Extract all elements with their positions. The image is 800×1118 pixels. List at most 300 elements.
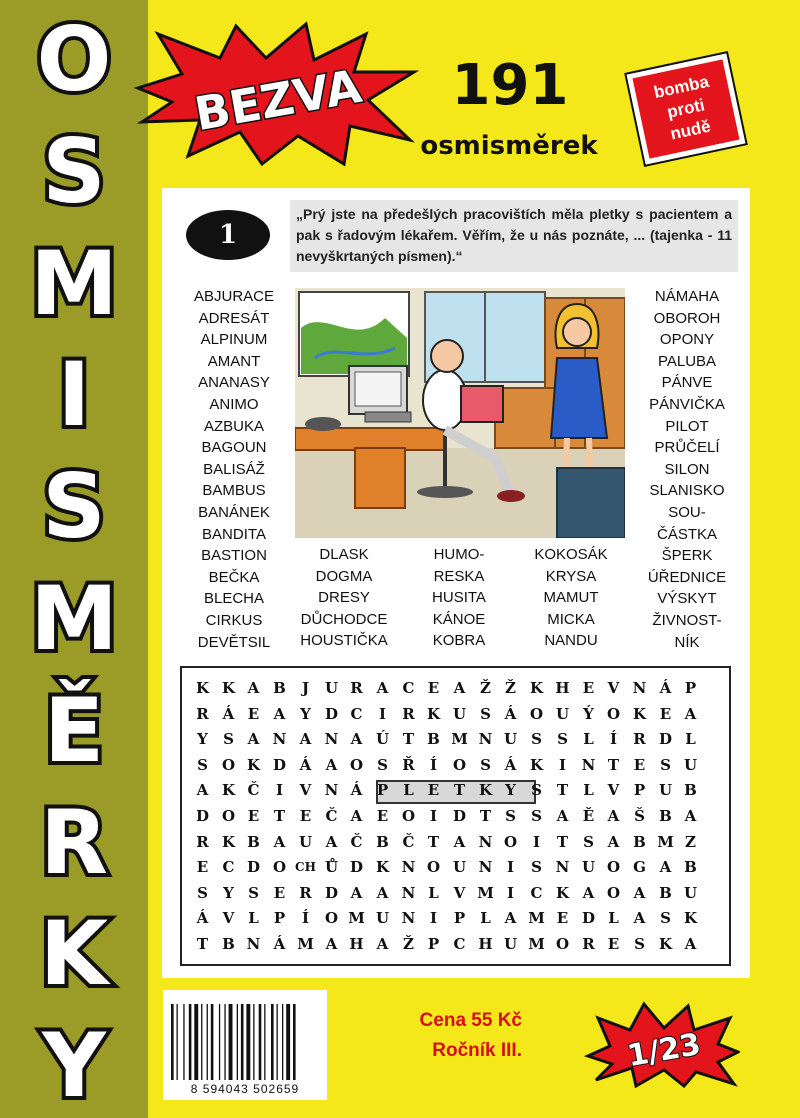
grid-letter: T [479,807,492,825]
grid-letter: L [403,781,414,799]
grid-letter: Í [609,730,618,748]
grid-letter: S [377,756,388,774]
grid-letter: T [273,807,286,825]
grid-letter: R [299,884,312,902]
grid-letter: O [324,909,339,927]
grid-letter: S [531,858,542,876]
grid-letter: N [478,730,493,748]
grid-letter: R [633,730,646,748]
grid-letter: T [196,935,209,953]
word-list-item: AMANT [207,352,261,370]
grid-letter: Á [273,935,286,953]
grid-letter: A [633,884,646,902]
grid-letter: H [555,679,570,697]
grid-letter: V [607,679,620,697]
grid-letter: CH [295,860,316,874]
grid-letter: A [325,756,338,774]
grid-letter: S [557,730,568,748]
grid-letter: Á [222,705,235,723]
issue-label: 1/23 [624,1026,704,1075]
grid-letter: D [272,756,286,774]
grid-letter: C [402,679,415,697]
grid-letter: J [301,679,310,697]
grid-letter: B [376,833,389,851]
grid-letter: E [582,679,595,697]
word-list-item: ÚŘEDNICE [647,568,727,586]
sticker-line-3: nudě [668,116,713,144]
grid-letter: O [221,807,236,825]
grid-letter: Á [504,756,517,774]
word-list-item: ČÁSTKA [656,525,717,543]
grid-letter: D [246,858,260,876]
grid-letter: P [633,781,646,799]
grid-letter: Č [247,781,260,799]
grid-letter: U [683,756,698,774]
grid-letter: S [583,833,594,851]
vertical-title-letter-text: I [57,343,91,445]
word-list-left [174,286,294,653]
sticker-line-1: bomba [652,71,711,103]
grid-letter: Ě [582,807,595,825]
word-list-right [630,286,744,653]
grid-letter: P [427,935,440,953]
puzzle-count: 191 [451,53,569,118]
grid-letter: L [583,730,594,748]
grid-letter: V [299,781,312,799]
grid-letter: C [453,935,466,953]
grid-letter: A [684,705,697,723]
grid-letter: V [453,884,466,902]
grid-letter: C [350,705,363,723]
vertical-title-letter [4,1006,144,1116]
vertical-title-letter-text: Ě [43,679,105,781]
grid-letter: E [633,756,646,774]
price-label: Cena 55 Kč [419,1010,522,1031]
grid-letter: S [197,756,208,774]
grid-letter: E [659,705,672,723]
grid-letter: M [451,730,468,748]
grid-letter: Y [223,884,234,902]
grid-letter: P [453,909,466,927]
word-list-item: BALISÁŽ [203,460,265,478]
grid-letter: K [555,884,570,902]
grid-letter: V [607,781,620,799]
grid-letter: Č [325,807,338,825]
grid-letter: A [325,833,338,851]
bezva-text [128,18,420,168]
word-list-bottom-3 [518,544,624,652]
grid-letter: E [299,807,312,825]
grid-letter: B [427,730,440,748]
grid-letter: U [452,705,467,723]
grid-letter: T [607,756,620,774]
grid-letter: E [556,909,569,927]
vertical-title-letter-text: M [30,232,118,334]
vertical-title-letter-text: M [30,567,118,669]
word-list-item: ŽIVNOST- [652,611,722,629]
grid-letter: Č [350,833,363,851]
grid-letter: O [555,935,570,953]
grid-letter: L [428,884,439,902]
grid-letter: A [556,807,569,825]
sticker-line-2: proti [665,95,707,122]
vertical-title-letter [4,447,144,557]
grid-letter: T [556,833,569,851]
grid-letter: B [222,935,235,953]
grid-letter: Á [504,705,517,723]
grid-letter: Í [429,756,438,774]
grid-letter: D [324,884,338,902]
grid-letter: N [632,679,647,697]
grid-letter: B [247,833,260,851]
grid-letter: M [297,935,314,953]
grid-letter: Č [402,833,415,851]
grid-letter: A [684,807,697,825]
word-list-item: DRESY [318,589,370,607]
puzzle-number: 1 [186,210,270,260]
word-list-bottom-2 [410,544,508,652]
grid-letter: C [222,858,235,876]
grid-letter: Ú [375,730,390,748]
grid-letter: Y [197,730,208,748]
word-list-item: ANIMO [209,395,259,413]
grid-letter: B [684,858,697,876]
word-list-item: MAMUT [543,589,599,607]
grid-letter: O [401,807,416,825]
word-list-item: VÝSKYT [657,590,717,608]
word-list-item: SILON [664,460,710,478]
grid-letter: M [528,909,545,927]
grid-letter: T [453,781,466,799]
barcode-digits: 8 594043 502659 [163,1080,327,1098]
grid-letter: I [429,909,438,927]
grid-letter: S [223,730,234,748]
word-list-item: DEVĚTSIL [197,633,271,651]
grid-letter: S [248,884,259,902]
grid-letter: N [246,935,261,953]
cartoon-illustration [295,288,625,538]
grid-letter: I [378,705,387,723]
grid-letter: S [531,807,542,825]
vertical-title-letter [4,559,144,669]
vertical-title-letter [4,671,144,781]
grid-letter: D [195,807,209,825]
grid-letter: R [196,833,209,851]
word-list-item: PÁNVIČKA [649,395,725,413]
grid-letter: H [349,935,364,953]
grid-letter: A [453,679,466,697]
grid-letter: A [247,679,260,697]
grid-letter: A [350,730,363,748]
grid-letter: U [581,858,596,876]
grid-letter: E [273,884,286,902]
grid-letter: K [246,756,261,774]
vertical-title-letter [4,224,144,334]
grid-letter: R [196,705,209,723]
grid-letter: E [427,679,440,697]
barcode-bar [259,1004,262,1084]
grid-letter: N [324,781,339,799]
grid-letter: U [503,730,518,748]
word-list-item: KOKOSÁK [534,546,608,563]
grid-letter: T [556,781,569,799]
grid-letter: K [683,909,698,927]
word-list-item: NÍK [674,633,700,651]
grid-letter: K [478,781,493,799]
word-list-item: BAMBUS [202,482,266,500]
grid-letter: M [348,909,365,927]
grid-letter: S [505,807,516,825]
grid-letter: O [606,858,621,876]
vertical-title-letter-text: Y [42,1014,106,1116]
grid-letter: K [375,858,390,876]
barcode-bar [237,1004,238,1084]
vertical-title-letter-text: S [42,120,106,222]
barcode-bar [293,1004,296,1084]
grid-letter: K [221,679,236,697]
grid-letter: S [660,909,671,927]
word-list-item: ALPINUM [200,331,268,349]
grid-letter: Ž [505,679,516,697]
grid-letter: A [582,884,595,902]
grid-letter: U [375,909,390,927]
grid-letter: O [452,756,467,774]
grid-letter: U [503,935,518,953]
word-list-item: CIRKUS [205,611,263,629]
word-list-item: MICKA [547,610,595,628]
grid-letter: Ý [583,705,594,723]
grid-letter: A [350,884,363,902]
word-list-item: BLECHA [203,590,265,608]
grid-letter: O [272,858,287,876]
grid-letter: O [349,756,364,774]
barcode-bar [207,1004,208,1084]
grid-letter: A [273,833,286,851]
grid-letter: A [376,935,389,953]
vertical-title-letter [4,894,144,1004]
volume-label: Ročník III. [432,1040,522,1061]
grid-letter: Ž [480,679,491,697]
word-list-item: RESKA [433,567,485,585]
grid-letter: S [197,884,208,902]
word-list-item: HUSITA [432,589,486,607]
grid-letter: E [376,807,389,825]
grid-letter: K [221,781,236,799]
vertical-title-letter-text: K [39,902,109,1004]
grid-letter: N [478,858,493,876]
grid-letter: A [350,807,363,825]
grid-letter: A [376,679,389,697]
grid-letter: B [273,679,286,697]
grid-letter: A [376,884,389,902]
word-list-item: PRŮČELÍ [654,439,720,457]
grid-letter: A [504,909,517,927]
vertical-title-letter-text: S [42,455,106,557]
word-list-item: SOU- [668,503,706,521]
barcode-bar [286,1004,290,1084]
grid-letter: U [683,884,698,902]
grid-letter: Á [299,756,312,774]
word-list-item: PALUBA [657,352,717,370]
word-list-item: DLASK [319,546,369,563]
grid-letter: A [299,730,312,748]
grid-letter: A [684,935,697,953]
grid-letter: D [658,730,672,748]
grid-letter: E [196,858,209,876]
grid-letter: O [606,705,621,723]
grid-letter: U [555,705,570,723]
vertical-title-letter [4,112,144,222]
grid-letter: K [658,935,673,953]
vertical-title-letter [4,335,144,445]
grid-letter: A [453,833,466,851]
word-list-item: DŮCHODCE [300,610,388,628]
word-list-item: HUMO- [433,546,485,563]
grid-letter: T [402,730,415,748]
vertical-title-letter [4,0,144,110]
grid-letter: Í [301,909,310,927]
grid-letter: M [528,935,545,953]
word-list-item: BANDITA [202,525,266,543]
grid-letter: B [659,807,672,825]
grid-letter: O [529,705,544,723]
grid-letter: A [273,705,286,723]
word-list-item: KÁNOE [432,610,486,628]
grid-letter: I [275,781,284,799]
barcode-bar [277,1004,278,1084]
grid-letter: K [221,833,236,851]
grid-letter: L [583,781,594,799]
grid-letter: D [452,807,466,825]
grid-letter: N [478,833,493,851]
grid-letter: R [582,935,595,953]
word-list-item: HOUSTIČKA [300,632,388,650]
grid-letter: O [606,884,621,902]
grid-letter: E [247,705,260,723]
word-list-item: KRYSA [545,567,597,585]
grid-letter: K [426,705,441,723]
barcode-bar [264,1004,265,1084]
grid-letter: N [555,858,570,876]
grid-letter: D [324,705,338,723]
word-list-item: NÁMAHA [654,288,720,305]
grid-letter: S [634,935,645,953]
price-info [372,1006,522,1066]
grid-letter: Á [350,781,363,799]
grid-letter: A [633,909,646,927]
bomba-sticker [620,50,752,168]
grid-letter: K [632,705,647,723]
grid-letter: I [506,884,515,902]
word-list-item: AZBUKA [203,417,264,435]
word-list-item: KOBRA [432,632,486,650]
grid-letter: N [324,730,339,748]
grid-letter: O [221,756,236,774]
grid-letter: E [247,807,260,825]
word-list-item: ADRESÁT [198,309,270,327]
grid-letter: N [401,884,416,902]
word-list-item: PÁNVE [661,374,713,392]
grid-letter: L [608,909,619,927]
barcode-bar [246,1004,250,1084]
grid-letter: L [248,909,259,927]
grid-letter: A [196,781,209,799]
barcode-bar [271,1004,274,1084]
barcode-bar [189,1004,192,1084]
grid-letter: N [401,909,416,927]
grid-letter: R [402,705,415,723]
word-list-item: OBOROH [653,309,721,327]
grid-letter: Š [634,807,645,825]
grid-letter: P [376,781,389,799]
grid-letter: I [429,807,438,825]
subtitle: osmisměrek [420,131,598,161]
word-list-item: BEČKA [208,568,260,586]
word-list-item: ŠPERK [661,547,713,565]
grid-letter: P [684,679,697,697]
grid-letter: K [529,679,544,697]
word-list-item: ANANASY [198,374,270,392]
word-list-bottom-1 [288,544,400,652]
grid-letter: B [633,833,646,851]
word-list-item: BAGOUN [201,439,267,457]
grid-letter: A [607,833,620,851]
word-list-item: DOGMA [315,567,373,585]
grid-letter: N [401,858,416,876]
grid-letter: E [607,935,620,953]
grid-letter: B [659,884,672,902]
grid-letter: N [272,730,287,748]
grid-letter: O [426,858,441,876]
grid-letter: G [633,858,646,876]
grid-letter: S [480,705,491,723]
grid-letter: D [349,858,363,876]
grid-letter: M [657,833,674,851]
brand-label: BEZVA [190,58,366,142]
barcode-bar [282,1004,283,1084]
grid-letter: T [427,833,440,851]
grid-letter: U [324,679,339,697]
grid-letter: I [558,756,567,774]
vertical-title-letter-text: R [40,791,108,893]
grid-letter: Y [505,781,516,799]
barcode-bar [224,1004,225,1084]
grid-letter: Ů [324,858,339,876]
grid-letter: Ž [403,935,414,953]
grid-letter: A [659,858,672,876]
grid-letter: L [685,730,696,748]
grid-letter: A [607,807,620,825]
grid-letter: P [273,909,286,927]
grid-letter: M [477,884,494,902]
word-list-item: BASTION [201,547,267,565]
grid-letter: V [222,909,235,927]
word-list-item: NANDU [544,632,598,650]
grid-letter: Á [196,909,209,927]
barcode-bar [253,1004,254,1084]
grid-letter: S [660,756,671,774]
grid-letter: O [503,833,518,851]
barcode-bar [183,1004,184,1084]
issue-burst [584,1000,740,1088]
grid-letter: A [247,730,260,748]
grid-letter: U [452,858,467,876]
grid-letter: I [532,833,541,851]
barcode-bar [194,1004,198,1084]
grid-letter: H [478,935,493,953]
grid-letter: B [684,781,697,799]
grid-letter: U [658,781,673,799]
